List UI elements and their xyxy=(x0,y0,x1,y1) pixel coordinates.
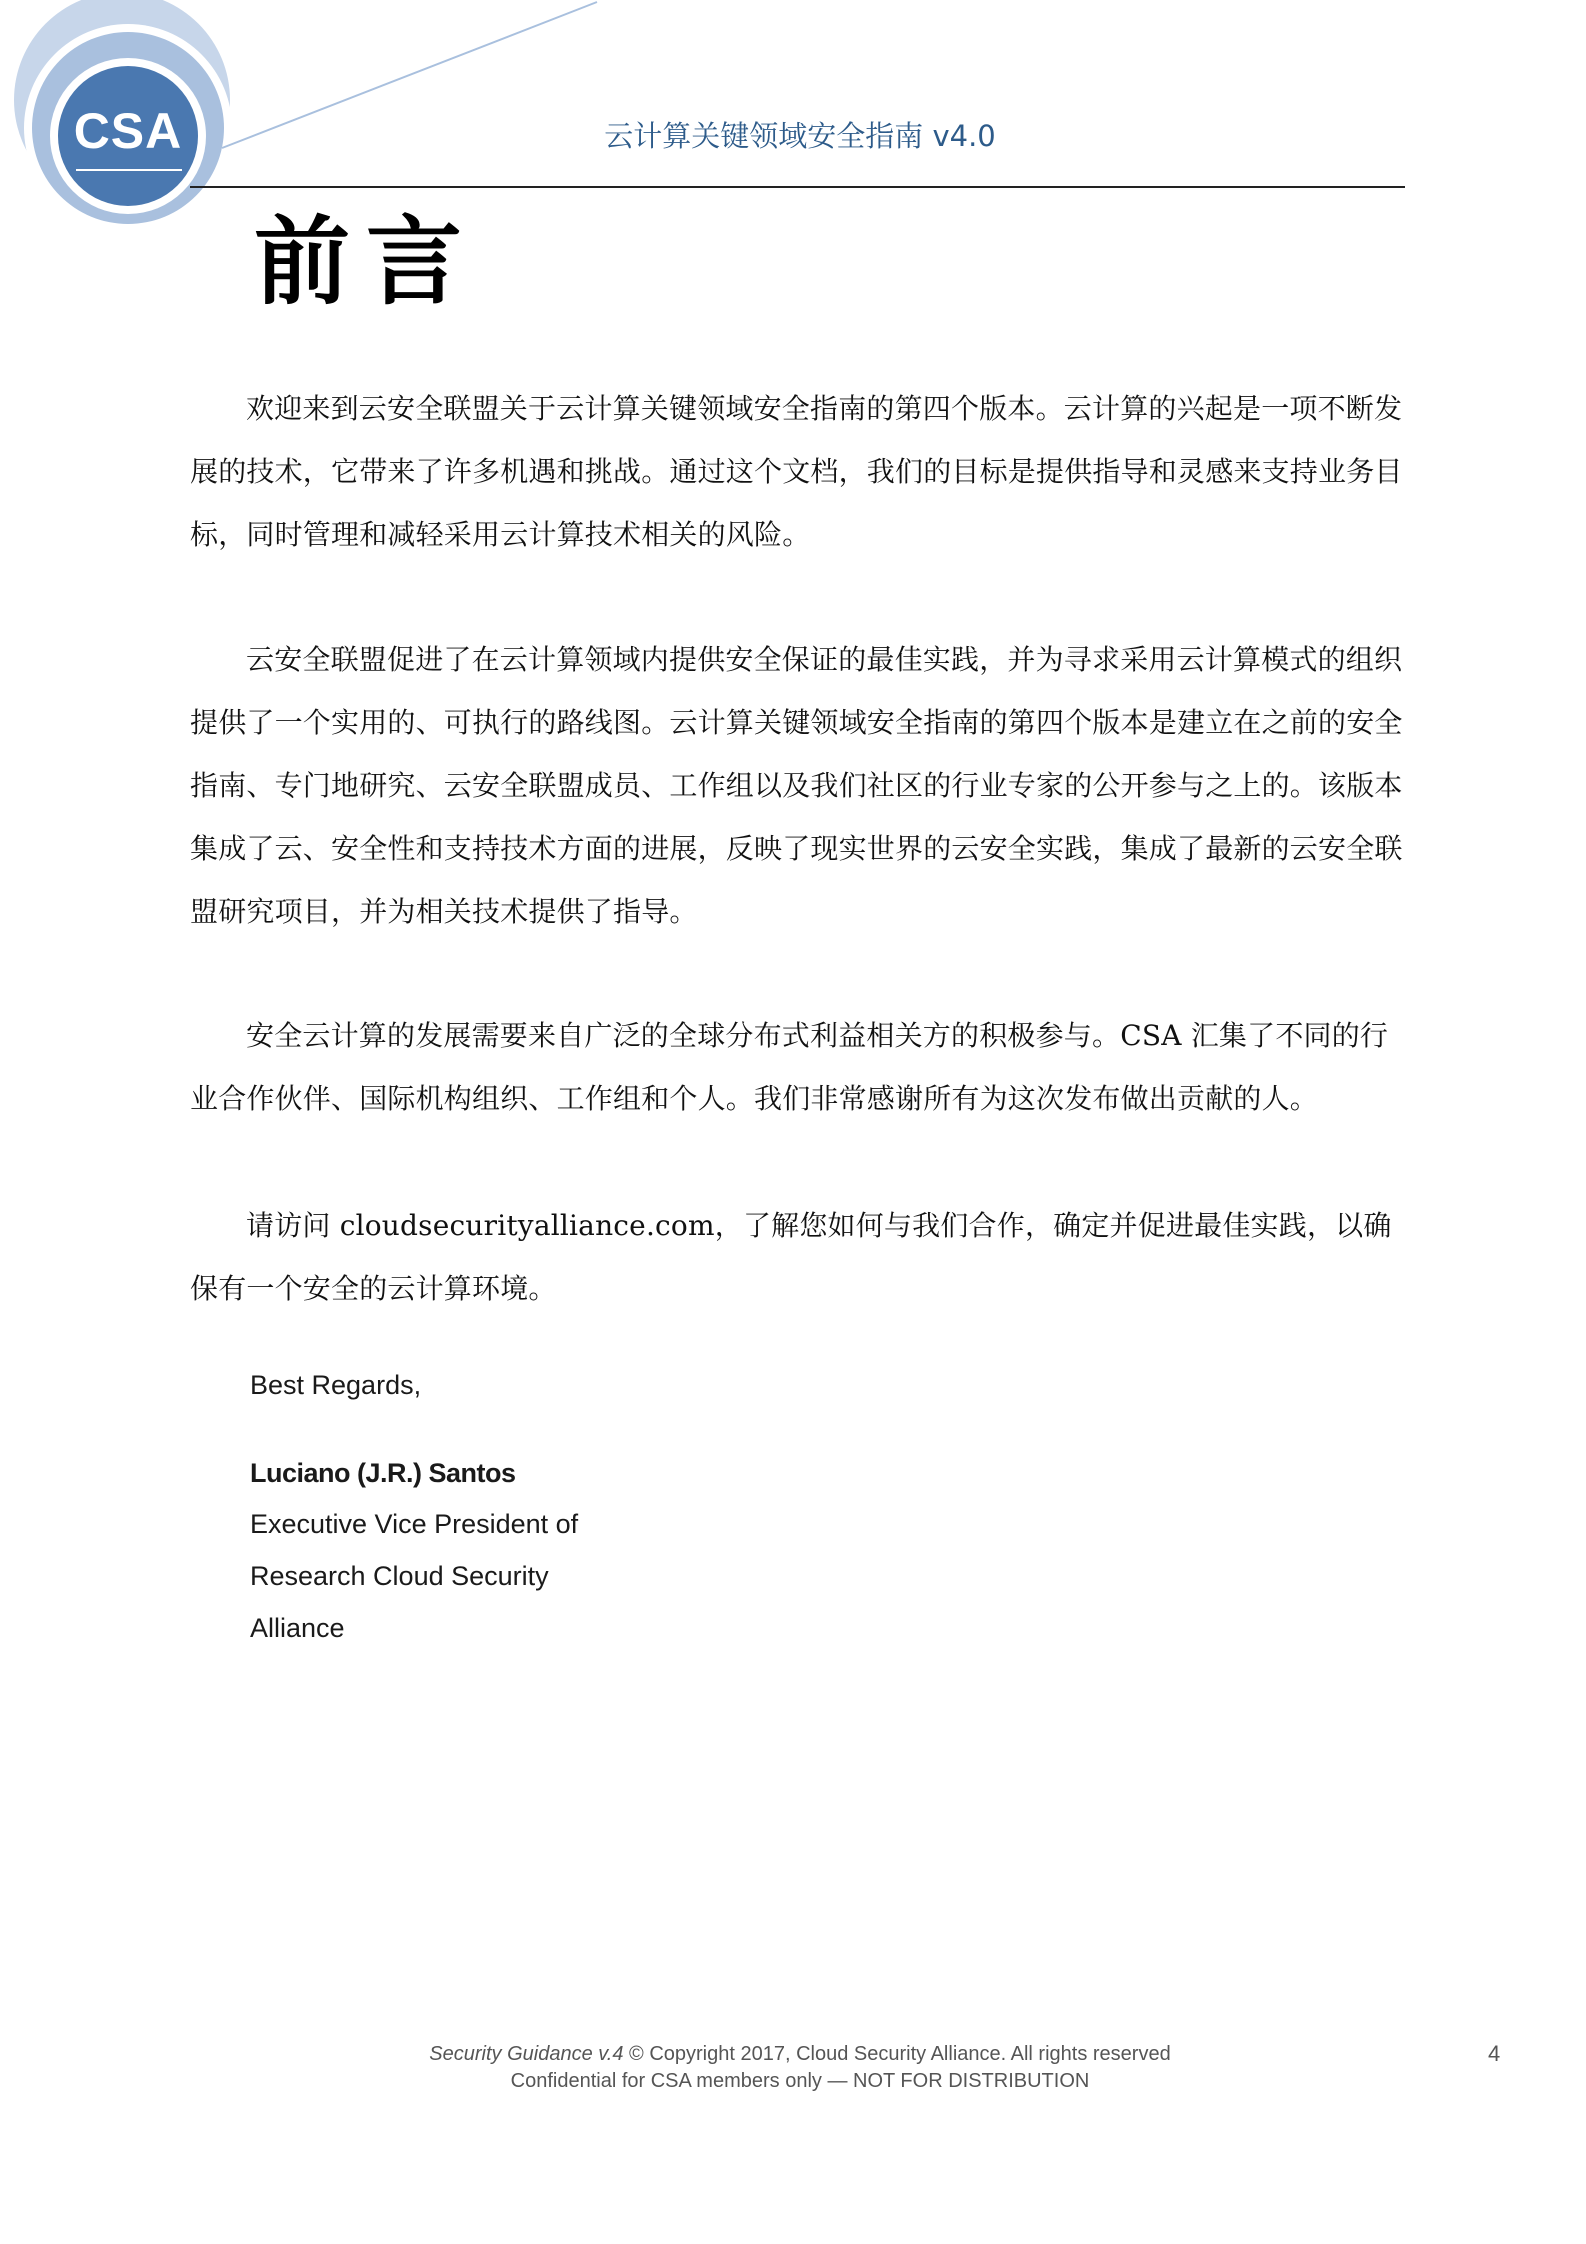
body-paragraph-1: 欢迎来到云安全联盟关于云计算关键领域安全指南的第四个版本。云计算的兴起是一项不断发展的技术，它带来了许多机遇和挑战。通过这个文档，我们的目标是提供指导和灵感来支持业务目标，同时管理和减轻采用云计算技术相关的风险。 xyxy=(190,392,1403,551)
body-paragraph-2: 云安全联盟促进了在云计算领域内提供安全保证的最佳实践，并为寻求采用云计算模式的组织提供了一个实用的、可执行的路线图。云计算关键领域安全指南的第四个版本是建立在之前的安全指南、专门地研究、云安全联盟成员、工作组以及我们社区的行业专家的公开参与之上的。该版本集成了云、安全性和支持技术方面的进展，反映了现实世界的云安全实践，集成了最新的云安全联盟研究项目，并为相关技术提供了指导。 xyxy=(190,643,1403,928)
signature-title-line-3: Alliance xyxy=(250,1613,345,1643)
body-paragraph-3: 安全云计算的发展需要来自广泛的全球分布式利益相关方的积极参与。CSA 汇集了不同的行业合作伙伴、国际机构组织、工作组和个人。我们非常感谢所有为这次发布做出贡献的人。 xyxy=(190,1019,1389,1115)
footer-copyright xyxy=(400,2043,1200,2066)
signature-title-line-2: Research Cloud Security xyxy=(250,1561,549,1591)
signature-closing: Best Regards, xyxy=(250,1370,422,1400)
page-number: 4 xyxy=(1488,2041,1501,2066)
footer-doc-name: Security Guidance v.4 xyxy=(429,2043,624,2065)
body-paragraph-4: 请访问 cloudsecurityalliance.com，了解您如何与我们合作，确定并促进最佳实践，以确保有一个安全的云计算环境。 xyxy=(190,1209,1392,1305)
footer-notice: Confidential for CSA members only — NOT FOR DISTRIBUTION xyxy=(510,2070,1090,2092)
footer-copyright-text: © Copyright 2017, Cloud Security Alliance. All rights reserved xyxy=(623,2043,1171,2065)
signature-name: Luciano (J.R.) Santos xyxy=(250,1458,516,1488)
logo-text: CSA xyxy=(73,103,183,159)
header-title: 云计算关键领域安全指南 v4.0 xyxy=(604,119,996,153)
signature-title-line-1: Executive Vice President of xyxy=(250,1509,579,1539)
page-title: 前言 xyxy=(254,205,478,318)
